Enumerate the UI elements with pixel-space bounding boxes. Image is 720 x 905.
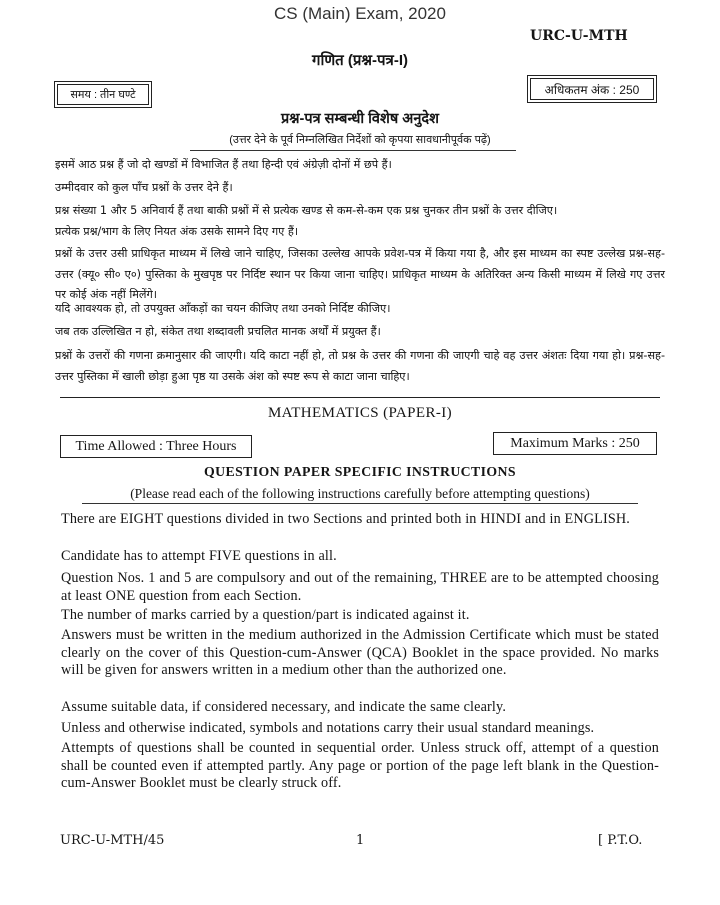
english-instruction-3: Question Nos. 1 and 5 are compulsory and out of the remaining, THREE are to be attempted choosing at least ONE question from each Section.: [61, 570, 659, 604]
exam-title: CS (Main) Exam, 2020: [274, 4, 446, 23]
english-subheading-underline: [82, 503, 638, 504]
hindi-instruction-8: प्रश्नों के उत्तरों की गणना क्रमानुसार की जाएगी। यदि काटा नहीं हो, तो प्रश्न के उत्तर की गणना की जाएगी चाहे वह उत्तर अंशतः दिया गया हो। प्रश्न-सह-उत्तर पुस्तिका में खाली छोड़ा हुआ पृष्ठ या उसके अंश को स्पष्ट रूप से काटा जाना चाहिए।: [55, 349, 665, 383]
english-instruction-5: Answers must be written in the medium authorized in the Admission Certificate which must be stated clearly on the cover of this Question-cum-Answer (QCA) Booklet in the space provided. No marks will be given for answers written in a medium other than the authorized one.: [61, 627, 659, 679]
hindi-instructions-heading: प्रश्न-पत्र सम्बन्धी विशेष अनुदेश: [281, 111, 439, 127]
hindi-instruction-4: प्रत्येक प्रश्न/भाग के लिए नियत अंक उसके सामने दिए गए हैं।: [55, 225, 299, 238]
hindi-subject-title: गणित (प्रश्न-पत्र-I): [312, 52, 408, 69]
hindi-time-box: [57, 84, 149, 105]
hindi-instruction-2: उम्मीदवार को कुल पाँच प्रश्नों के उत्तर देने हैं।: [55, 181, 233, 194]
english-instruction-2: Candidate has to attempt FIVE questions in all.: [61, 548, 337, 564]
english-instruction-1: There are EIGHT questions divided in two Sections and printed both in HINDI and in ENGLISH.: [61, 511, 630, 527]
english-instructions-subheading: (Please read each of the following instructions carefully before attempting questions): [130, 486, 590, 501]
hindi-max-marks-box: [530, 78, 654, 100]
footer-code: URC-U-MTH/45: [60, 833, 165, 848]
hindi-time-label: समय : तीन घण्टे: [70, 89, 136, 101]
english-instruction-7: Unless and otherwise indicated, symbols and notations carry their usual standard meanings.: [61, 720, 595, 736]
page-number: 1: [356, 833, 365, 848]
pto-label: [ P.T.O.: [598, 833, 643, 848]
english-instruction-8: Attempts of questions shall be counted in sequential order. Unless struck off, attempt of a question shall be counted even if attempted partly. Any page or portion of the page left blank in the Question-cum-Answer Booklet must be clearly struck off.: [61, 740, 659, 792]
hindi-instruction-7: जब तक उल्लिखित न हो, संकेत तथा शब्दावली प्रचलित मानक अर्थों में प्रयुक्त हैं।: [55, 325, 381, 338]
hindi-instruction-3: प्रश्न संख्या 1 और 5 अनिवार्य हैं तथा बाकी प्रश्नों में से प्रत्येक खण्ड से कम-से-कम एक प्रश्न चुनकर तीन प्रश्नों के उत्तर दीजिए।: [55, 204, 558, 217]
hindi-max-marks-label: अधिकतम अंक : 250: [544, 82, 640, 97]
hindi-instruction-1: इसमें आठ प्रश्न हैं जो दो खण्डों में विभाजित हैं तथा हिन्दी एवं अंग्रेज़ी दोनों में छपे हैं।: [55, 158, 392, 171]
english-instructions-heading: QUESTION PAPER SPECIFIC INSTRUCTIONS: [204, 464, 516, 479]
english-subject-title: MATHEMATICS (PAPER-I): [267, 405, 453, 421]
maximum-marks-label: Maximum Marks : 250: [510, 435, 640, 451]
time-allowed-label: Time Allowed : Three Hours: [75, 438, 237, 454]
hindi-subheading-underline: [190, 150, 516, 151]
hindi-instruction-6: यदि आवश्यक हो, तो उपयुक्त आँकड़ों का चयन कीजिए तथा उनको निर्दिष्ट कीजिए।: [55, 302, 391, 315]
english-instruction-6: Assume suitable data, if considered necessary, and indicate the same clearly.: [61, 699, 507, 715]
english-instruction-4: The number of marks carried by a question/part is indicated against it.: [61, 607, 470, 623]
time-allowed-box: [60, 435, 252, 458]
maximum-marks-box: [493, 432, 657, 455]
hindi-instructions-subheading: (उत्तर देने के पूर्व निम्नलिखित निर्देशों को कृपया सावधानीपूर्वक पढ़ें): [229, 134, 491, 146]
paper-code: URC-U-MTH: [530, 28, 628, 44]
hindi-instruction-5: प्रश्नों के उत्तर उसी प्राधिकृत माध्यम में लिखे जाने चाहिए, जिसका उल्लेख आपके प्रवेश-पत्र में किया गया है, और इस माध्यम का स्पष्ट उल्लेख प्रश्न-सह-उत्तर (क्यू० सी० ए०) पुस्तिका के मुखपृष्ठ पर निर्दिष्ट स्थान पर किया जाना चाहिए। प्राधिकृत माध्यम के अतिरिक्त अन्य किसी माध्यम में लिखे गए उत्तर पर कोई अंक नहीं मिलेंगे।: [55, 247, 665, 301]
section-divider: [60, 397, 660, 398]
